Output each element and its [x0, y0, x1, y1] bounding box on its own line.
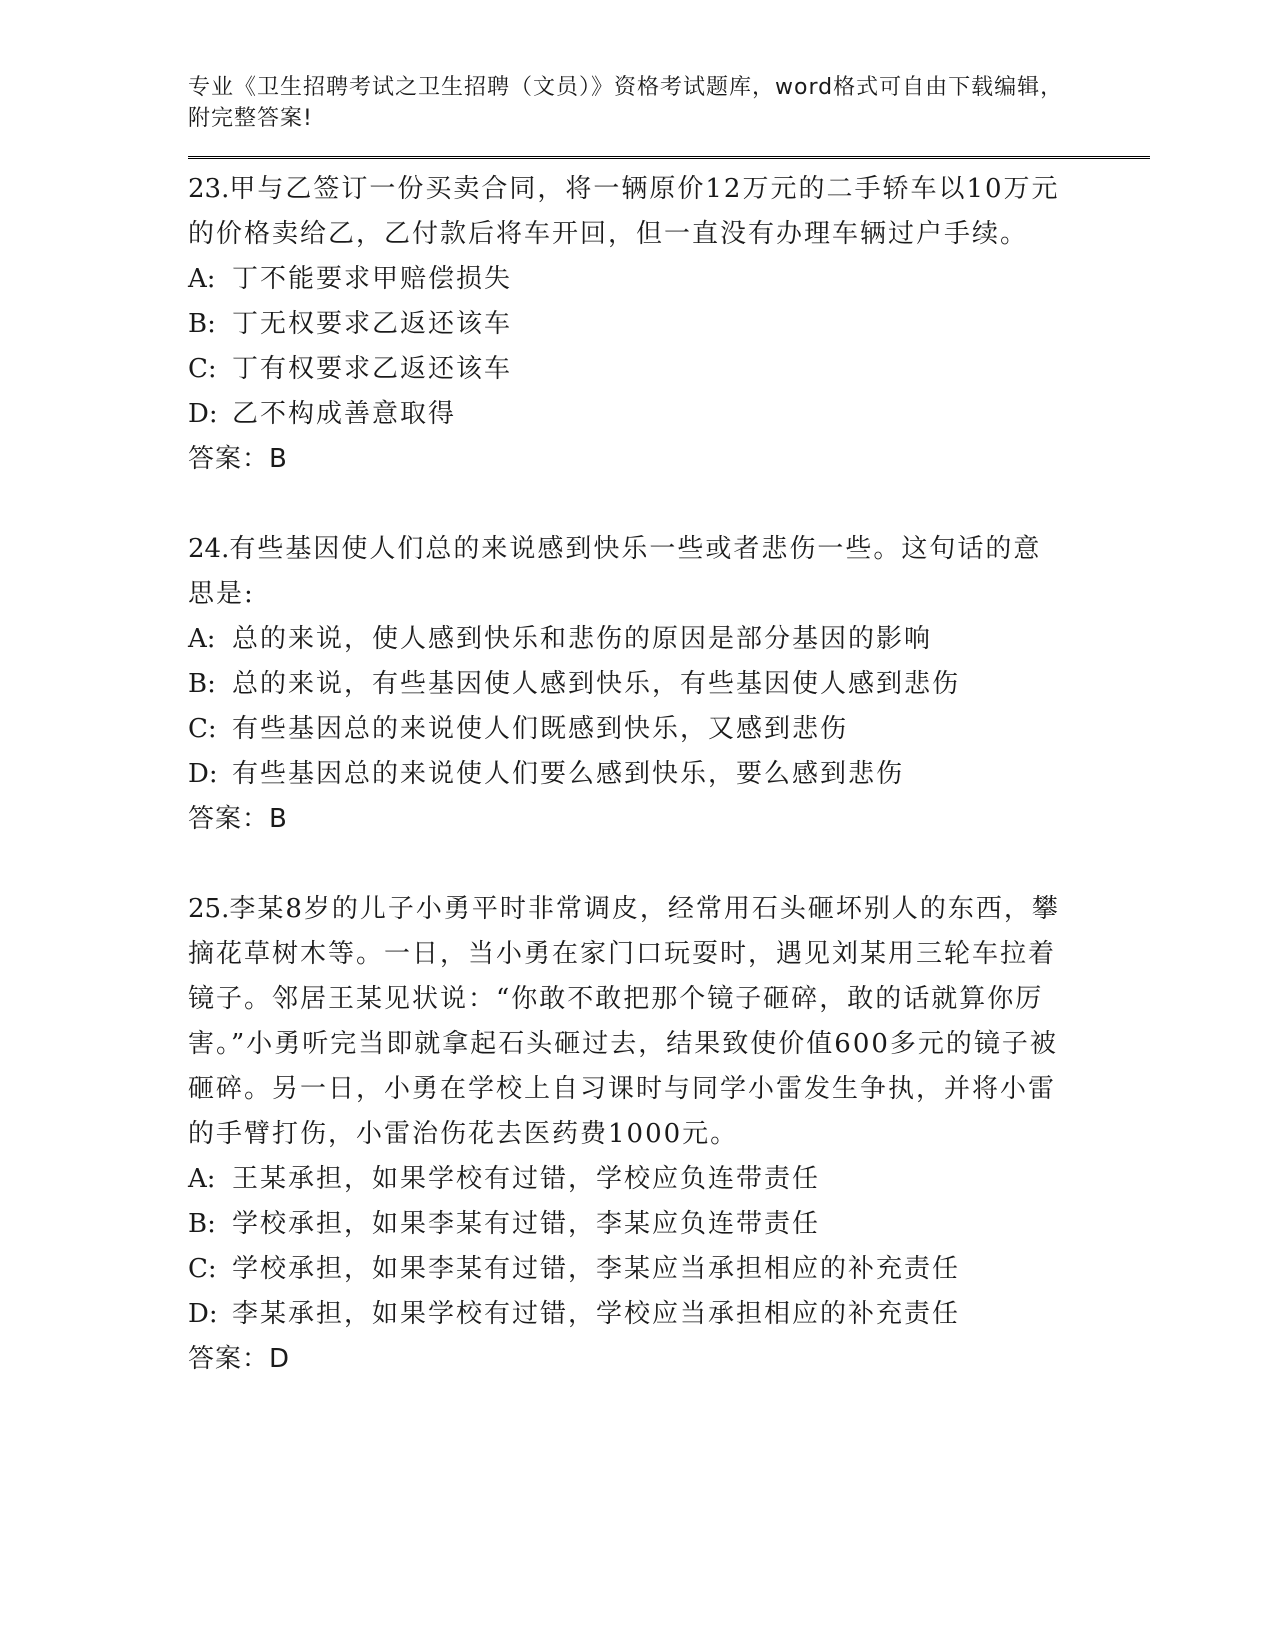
option-text: 有些基因总的来说使人们既感到快乐，又感到悲伤 — [232, 714, 849, 744]
option-key: A: — [188, 624, 216, 654]
header-divider — [188, 156, 1150, 162]
option-key: A: — [188, 264, 216, 294]
option-text: 丁不能要求甲赔偿损失 — [232, 264, 513, 294]
answer-line: 答案：B — [188, 804, 288, 834]
option-key: C: — [188, 1254, 217, 1284]
question-stem — [188, 527, 1068, 617]
option-text: 总的来说，有些基因使人感到快乐，有些基因使人感到悲伤 — [232, 669, 961, 699]
option-d — [188, 1292, 1150, 1337]
option-d — [188, 392, 1150, 437]
option-a — [188, 257, 1150, 302]
option-c — [188, 1247, 1150, 1292]
option-text: 丁有权要求乙返还该车 — [232, 354, 513, 384]
option-text: 丁无权要求乙返还该车 — [232, 309, 513, 339]
option-text: 总的来说，使人感到快乐和悲伤的原因是部分基因的影响 — [232, 624, 933, 654]
spacer — [188, 842, 1150, 887]
option-text: 李某承担，如果学校有过错，学校应当承担相应的补充责任 — [232, 1299, 961, 1329]
question-text: 有些基因使人们总的来说感到快乐一些或者悲伤一些。这句话的意思是: — [188, 534, 1042, 609]
option-key: B: — [188, 309, 216, 339]
option-c — [188, 347, 1150, 392]
option-text: 乙不构成善意取得 — [232, 399, 457, 429]
option-a — [188, 1157, 1150, 1202]
option-key: B: — [188, 1209, 216, 1239]
option-b — [188, 1202, 1150, 1247]
option-key: A: — [188, 1164, 216, 1194]
option-key: D: — [188, 759, 218, 789]
document-page — [188, 72, 1150, 1382]
option-text: 学校承担，如果李某有过错，李某应负连带责任 — [232, 1209, 821, 1239]
option-key: B: — [188, 669, 216, 699]
question-text: 李某8岁的儿子小勇平时非常调皮，经常用石头砸坏别人的东西，攀摘花草树木等。一日，当小勇在家门口玩耍时，遇见刘某用三轮车拉着镜子。邻居王某见状说：“你敢不敢把那个镜子砸碎，敢的话就算你厉害。”小勇听完当即就拿起石头砸过去，结果致使价值600多元的镜子被砸碎。另一日，小勇在学校上自习课时与同学小雷发生争执，并将小雷的手臂打伤，小雷治伤花去医药费1000元。 — [188, 894, 1060, 1149]
option-b — [188, 662, 1150, 707]
option-text: 有些基因总的来说使人们要么感到快乐，要么感到悲伤 — [232, 759, 905, 789]
option-a — [188, 617, 1150, 662]
option-c — [188, 707, 1150, 752]
spacer — [188, 482, 1150, 527]
answer-line: 答案：D — [188, 1344, 291, 1374]
question-number: 24. — [188, 534, 230, 564]
question-25 — [188, 887, 1150, 1382]
option-b — [188, 302, 1150, 347]
question-stem — [188, 887, 1068, 1157]
question-text: 甲与乙签订一份买卖合同，将一辆原价12万元的二手轿车以10万元的价格卖给乙，乙付款后将车开回，但一直没有办理车辆过户手续。 — [188, 174, 1060, 249]
document-intro: 专业《卫生招聘考试之卫生招聘（文员）》资格考试题库，word格式可自由下载编辑，附完整答案! — [188, 75, 1064, 131]
option-key: C: — [188, 354, 217, 384]
option-text: 王某承担，如果学校有过错，学校应负连带责任 — [232, 1164, 821, 1194]
option-key: D: — [188, 399, 218, 429]
question-24 — [188, 527, 1150, 842]
answer-line: 答案：B — [188, 444, 288, 474]
option-d — [188, 752, 1150, 797]
question-number: 25. — [188, 894, 230, 924]
option-key: D: — [188, 1299, 218, 1329]
option-text: 学校承担，如果李某有过错，李某应当承担相应的补充责任 — [232, 1254, 961, 1284]
question-stem — [188, 167, 1068, 257]
question-number: 23. — [188, 174, 230, 204]
option-key: C: — [188, 714, 217, 744]
question-23 — [188, 167, 1150, 482]
